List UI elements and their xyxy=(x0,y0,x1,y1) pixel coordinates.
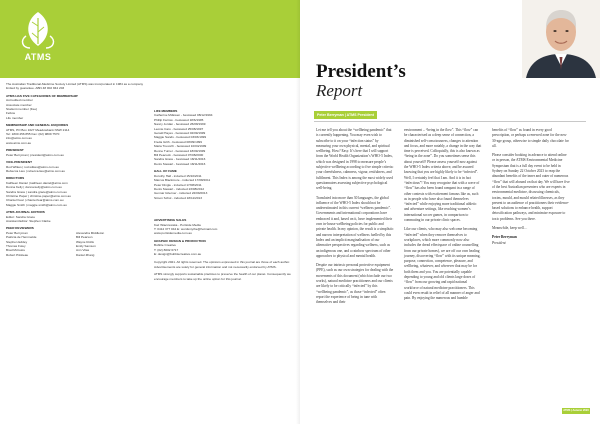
list-item: Denis Stewart - bestowed 18/11/2016 xyxy=(154,161,206,166)
advert-list xyxy=(154,223,294,236)
article-column-2 xyxy=(404,128,482,306)
list-item: Associate member xyxy=(6,102,32,107)
life-members-list xyxy=(154,113,294,166)
list-item: Patricia de Hemmelde xyxy=(6,235,37,240)
paragraph: Let me tell you about the “wellbeing pandemic” that is currently happening. You may even wish to subscribe to it on your “infection status” by measuring your own physical, mental, and spiritual wellbeing. How? Easy. It’s here that I will support from the World Health Organization’s WHO-5 Index, which was designed in 1998 to measure people’s subjective wellbeing according to five simple criteria: your cheerfulness, calmness, vigour, restfulness, and fulfilment. This Index is among the most widely used questionnaires assessing subjective psychological well-being. xyxy=(316,128,394,191)
president-contact: Peter Berryman | president@atms.com.au xyxy=(6,152,64,157)
list-item: Renne Turner - bestowed 18/09/1999 xyxy=(154,148,206,153)
paragraph: Like our clients, who may also welcome becoming “infected” when they remove themselves to workplaces, which more commonly now also includes the dread effectspace of online counselling from our private homes), we are off our own healing journey, discovering “flow” with its unique meaning, purpose, connection, competence, pleasure, and wellbeing, whatever, and wherever that may be for both them and you. You are potentially capable depending to young and old clients large doses of “flow” from our growing and rapid national workforce of natural medicine practitioners. This could even result in relief of all manner of anger and pain. By enjoying the numerous and humble xyxy=(404,227,481,301)
signature-name: Peter Berryman xyxy=(492,235,517,240)
paragraph: benefits of “flow” as found in every good prescription, or perhaps a renewed zone for the new 30-age group, otherwise to simple daily chocolate for all. xyxy=(492,128,569,148)
list-item: Rod Wilkes | rod.wilkes@atms.com.au xyxy=(6,164,59,169)
list-item: Nancy Jordan - bestowed 26/08/1999 xyxy=(154,122,206,127)
contact-heading: MEMBERSHIP AND GENERAL ENQUIRIES xyxy=(6,123,69,128)
list-item: Leonie Caro - bestowed 25/08/1997 xyxy=(154,126,204,131)
list-item: Gunnar Isberner - inducted 22/09/2013 xyxy=(154,191,208,196)
list-item: Accredited member xyxy=(6,98,33,103)
list-item: Peter Berryman xyxy=(6,230,28,235)
list-item: Ann Vitas xyxy=(76,248,90,253)
president-heading: PRESIDENT xyxy=(6,148,24,153)
list-item: Phillip Farrow - bestowed 18/6/1995 xyxy=(154,117,204,122)
contact-list xyxy=(6,128,146,146)
list-item: Rebecca Lieu | rebecca.lieu@atms.com.au xyxy=(6,168,65,173)
peer-col-a xyxy=(6,231,66,257)
page-title: President’s xyxy=(316,61,406,82)
footer-badge: ATMS | Autumn 2023 xyxy=(563,409,589,412)
signature-role: President xyxy=(492,240,506,245)
list-item: Kathleen Daniel | kathleen.daniel@atms.com xyxy=(6,180,68,185)
article-column-1 xyxy=(316,128,394,310)
left-column-info xyxy=(6,82,146,257)
paragraph: Please consider booking in advance to attend online or in person, the ATMS Environmental Medicine Symposium that is a full day event to be held in Sydney on Sunday 22 October 2023 to reap the abundant benefits of the inner and outer of numerous “flow” that will abound on that day. We will have five of the best Australian presenters who are experts in environmental medicine, discussing chemicals, toxins, mould, and mould related illnesses, as they present to an audience of practitioners their evidence-based solutions to enhance health, support detoxification pathways, and minimise exposure to toxic problems. See you there. xyxy=(492,153,570,221)
list-item: Assistant Editor: Stephen Clarke xyxy=(6,218,51,223)
list-item: Gerald Hayes - bestowed 02/09/1999 xyxy=(154,131,206,136)
website-link[interactable]: www.atms.com.au xyxy=(6,140,32,145)
left-column-members xyxy=(154,106,294,281)
portrait-icon xyxy=(522,0,600,78)
categories-list xyxy=(6,98,146,120)
list-item: T: 0414 377 044 E: wordsmythe@hotmail.com xyxy=(154,226,218,231)
list-item: Sandra Grace - bestowed 18/11/2016 xyxy=(154,157,206,162)
list-item: Bill Peacock - bestowed 07/08/2000 xyxy=(154,153,204,158)
directors-heading: DIRECTORS xyxy=(6,176,25,181)
list-item: Emily Samson xyxy=(76,244,96,248)
design-list xyxy=(154,243,294,256)
list-item: Maria Trevorth - bestowed 10/04/1999 xyxy=(154,144,207,149)
list-item: Dorothy Hall - inducted 15/10/2011 xyxy=(154,173,202,178)
list-item: Bill Pearson xyxy=(76,235,93,240)
list-item: Alexandra Middleton xyxy=(76,230,105,235)
logo-text: ATMS xyxy=(24,52,52,62)
peer-reviewers xyxy=(6,231,146,257)
life-heading: LIFE MEMBERS xyxy=(154,109,178,113)
email-link[interactable]: info@atms.com.au xyxy=(6,136,32,141)
directors-list xyxy=(6,181,146,207)
byline-bar: Peter Berryman | ATMS President xyxy=(314,111,377,119)
list-item: Tel: 1800 456 855 Fax: (02) 9809 7570 xyxy=(6,132,60,137)
peer-heading: PEER REVIEWERS xyxy=(6,226,34,231)
copyright-text: Copyright 2021. All rights reserved. The opinions expressed in this journal are those of each author. Advertisements are solely for general information and not necessarily endorsed by ATMS. xyxy=(154,260,290,269)
list-item: Kaz Wiaczewska - Portside Media xyxy=(154,222,201,227)
list-item: ATMS, PO Box 1027 Meadowbank NSW 2114 xyxy=(6,127,70,132)
list-item: Thomas Foley xyxy=(6,244,26,248)
list-item: Life member xyxy=(6,115,24,120)
editors-heading: ATMS JOURNAL EDITORS xyxy=(6,210,45,215)
hall-list xyxy=(154,174,294,200)
editors-list xyxy=(6,215,146,224)
list-item: Student member (free) xyxy=(6,107,38,112)
list-item: Fellow xyxy=(6,111,15,116)
email-link[interactable]: E: design@bubblecreative.com.au xyxy=(154,251,202,256)
list-item: Chantel Fear | chantel.fear@atms.com.au xyxy=(6,198,64,203)
list-item: Catherine McEwen - bestowed 08/12/1994 xyxy=(154,113,213,118)
paragraph: Despite our intrinsic personal protective equipment (PPE), such as our own strategies for dealing with the movements of this document (which include our two works), natural medicine practitioners and our clients are likely to be critically “infected” by this “wellbeing pandemic”, as those “infected” often report the experience of being in tune with themselves and their xyxy=(316,263,394,305)
list-item: Stephen Eddey xyxy=(6,239,28,244)
website-link[interactable]: www.portsidemedia.com.au xyxy=(154,231,192,236)
divider xyxy=(314,121,586,122)
atms-logo xyxy=(8,6,68,72)
list-item: Daniel Zhang xyxy=(76,252,95,257)
intro-text: The Australian Traditional-Medicine Society Limited (ATMS) was incorporated in 1984 as a company limited by guarantee. ABN 48 002 844 203 xyxy=(6,82,143,91)
list-item: Marcus Blackmore - inducted 17/08/2011 xyxy=(154,178,211,183)
list-item: Simon Schol - inducted 18/11/2013 xyxy=(154,195,202,200)
right-page xyxy=(300,0,600,424)
paragraph: environment – “being in the flow”. This “flow” can be characterised as a deep sense of connection, a diminished self-consciousness, changes to attention and focus, and more notably, a change in the way that time is perceived. Colloquially, this is also known as “being in the zone”. Do you sometimes sense this about yourself? Please assess yourself now against the WHO-5 Index criteria above, and be assured knowing that you are highly likely to be “infected”. Well, I certainly feel that I am. And it is in fact “infectious”! You may recognise that with a wave of “flow” has also been found rampant in a range of other contexts with excitement famous like us, such as in people who have also found themselves “infected” while enjoying more traditional athletic and adventure settings, like reaching women’s international soccer games, in comparison to commuting in our private clinic spaces. xyxy=(404,128,482,223)
list-item: Donna Kelly | donna.kelly@atms.com.au xyxy=(6,185,62,190)
leaf-logo-icon xyxy=(8,6,68,72)
list-item: Editor: Sandra Grace xyxy=(6,214,36,219)
list-item: Denis Stewart - inducted 23/08/2012 xyxy=(154,186,205,191)
list-item: Bubble Creative xyxy=(154,243,177,248)
list-item: Maggie Sands - bestowed 03/03/1999 xyxy=(154,135,207,140)
paragraph: Meanwhile, keep well… xyxy=(492,226,528,231)
list-item: Robert Pilotteau xyxy=(6,252,29,257)
page-subtitle: Report xyxy=(316,81,363,100)
design-heading: GRAPHIC DESIGN & PRODUCTION xyxy=(154,238,206,243)
advert-heading: ADVERTISING SALES xyxy=(154,218,187,223)
list-item: Freda Grith - bestowed 08/09/1999 xyxy=(154,139,202,144)
list-item: Wayne Rollis xyxy=(76,239,94,244)
article-column-3 xyxy=(492,128,570,246)
list-item: Maggie Smith | maggie.smith@atms.com.au xyxy=(6,202,67,207)
list-item: T: (02) 8002 6717 xyxy=(154,247,179,252)
vp-heading: VICE-PRESIDENT xyxy=(6,160,32,165)
peer-col-b xyxy=(76,231,136,257)
vp-list xyxy=(6,165,146,174)
paragraph: Translated into more than 30 languages, the global influence of the WHO-5 Index should not be underestimated in this current “wellness pandemic”. Governments and international corporations have embraced it and, based on it, have implemented their own in-house wellbeing policies for public and private health. In my opinion, the result is a simplistic and narrow interpretation of wellness fuelled by this Index and an implicit marginalisation of our alternative perspectives regarding wellness, such as an indigenous one, and a rainbow spectrum of other approaches to physical and mental health. xyxy=(316,195,394,258)
categories-heading: ATMS HAS FIVE CATEGORIES OF MEMBERSHIP xyxy=(6,93,78,98)
president-photo xyxy=(522,0,600,78)
list-item: Peter Dingle - inducted 17/08/2011 xyxy=(154,182,202,187)
hall-heading: HALL OF FAME xyxy=(154,169,177,174)
paper-notice: ATMS strongly supports sustainable practices to preserve the health of our planet. Consequently we encourage members to take up the online option for this journal. xyxy=(154,272,291,281)
green-header-block xyxy=(0,0,300,78)
list-item: Christine Paper | christine.paper@atms.com.au xyxy=(6,193,71,198)
list-item: Brad McGuire xyxy=(6,248,26,253)
list-item: Sandra Grace | sandra.grace@atms.com.au xyxy=(6,189,67,194)
